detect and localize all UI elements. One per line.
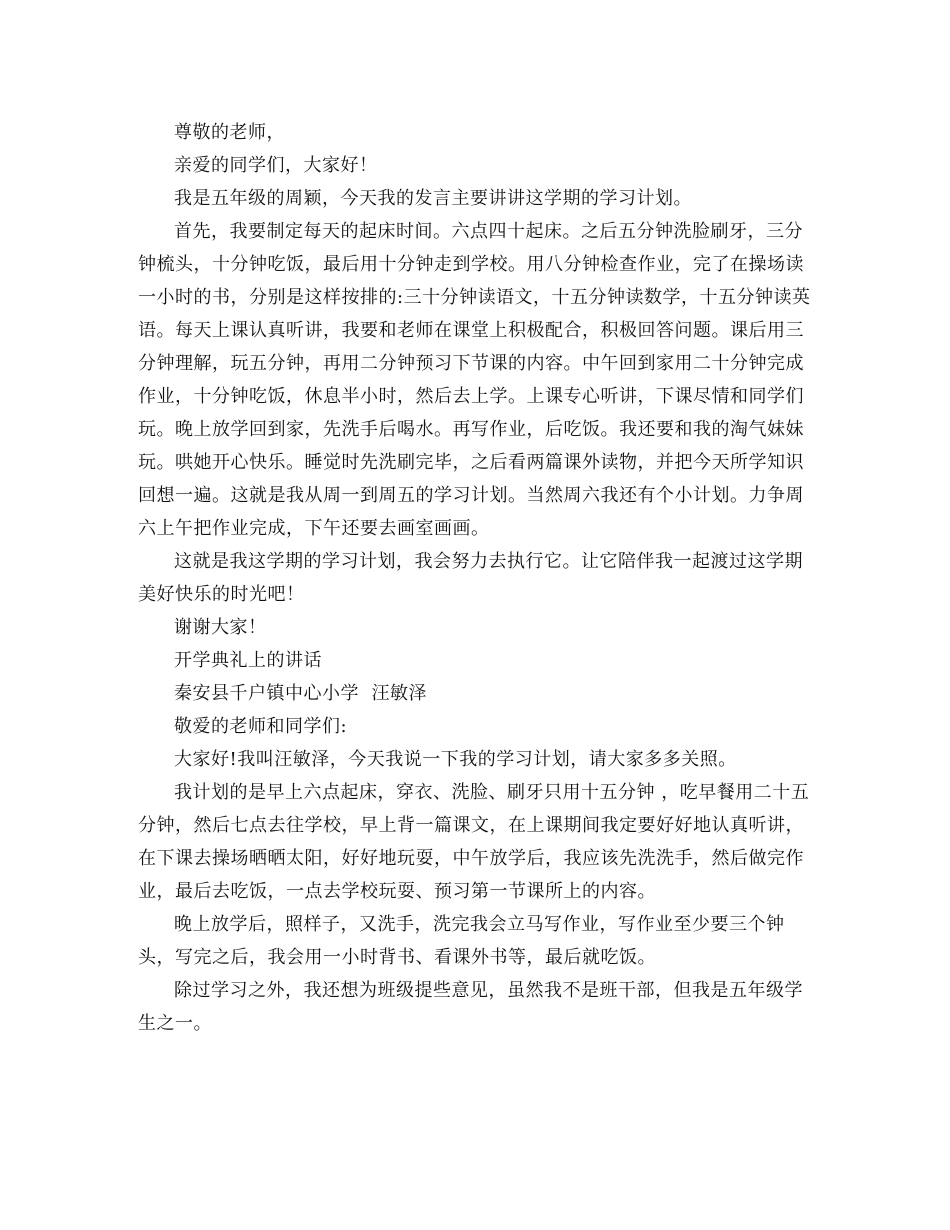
evening-plan-paragraph: 晚上放学后，照样子，又洗手，洗完我会立马写作业，写作业至少要三个钟头，写完之后，我会用一小时背书、看课外书等，最后就吃饭。: [138, 914, 785, 968]
speaker-line: 秦安县千户镇中心小学 汪敏泽: [174, 683, 427, 704]
thanks-line: 谢谢大家！: [174, 617, 267, 638]
speech-title: 开学典礼上的讲话: [174, 650, 322, 671]
morning-plan-paragraph: 我计划的是早上六点起床，穿衣、洗脸、刷牙只用十五分钟 ，吃早餐用二十五分钟，然后七点去往学校，早上背一篇课文，在上课期间我定要好好地认真听讲，在下课去操场晒晒太阳，好好地玩耍，中午放学后，我应该先洗洗手，然后做完作业，最后去吃饭，一点去学校玩耍、预习第一节课所上的内容。: [138, 782, 810, 902]
class-suggestion-paragraph: 除过学习之外，我还想为班级提些意见，虽然我不是班干部，但我是五年级学生之一。: [138, 980, 803, 1034]
daily-plan-paragraph: 首先，我要制定每天的起床时间。六点四十起床。之后五分钟洗脸刷牙，三分钟梳头，十分钟吃饭，最后用十分钟走到学校。用八分钟检查作业，完了在操场读一小时的书，分别是这样按排的:三十分钟读语文，十五分钟读数学，十五分钟读英语。每天上课认真听讲，我要和老师在课堂上积极配合，积极回答问题。课后用三分钟理解，玩五分钟，再用二分钟预习下节课的内容。中午回到家用二十分钟完成作业，十分钟吃饭，休息半小时，然后去上学。上课专心听讲，下课尽情和同学们玩。晚上放学回到家，先洗手后喝水。再写作业，后吃饭。我还要和我的淘气妹妹玩。哄她开心快乐。睡觉时先洗刷完毕，之后看两篇课外读物，并把今天所学知识回想一遍。这就是我从周一到周五的学习计划。当然周六我还有个小计划。力争周六上午把作业完成，下午还要去画室画画。: [138, 221, 811, 539]
second-introduction: 大家好!我叫汪敏泽，今天我说一下我的学习计划，请大家多多关照。: [174, 749, 737, 770]
closing-paragraph: 这就是我这学期的学习计划，我会努力去执行它。让它陪伴我一起渡过这学期美好快乐的时光吧！: [138, 551, 803, 605]
greeting-classmates: 亲爱的同学们，大家好！: [174, 155, 378, 176]
self-introduction: 我是五年级的周颖，今天我的发言主要讲讲这学期的学习计划。: [174, 188, 692, 209]
greeting-teachers: 尊敬的老师，: [174, 122, 285, 143]
document-body: [138, 116, 814, 1040]
salutation: 敬爱的老师和同学们:: [174, 716, 348, 737]
